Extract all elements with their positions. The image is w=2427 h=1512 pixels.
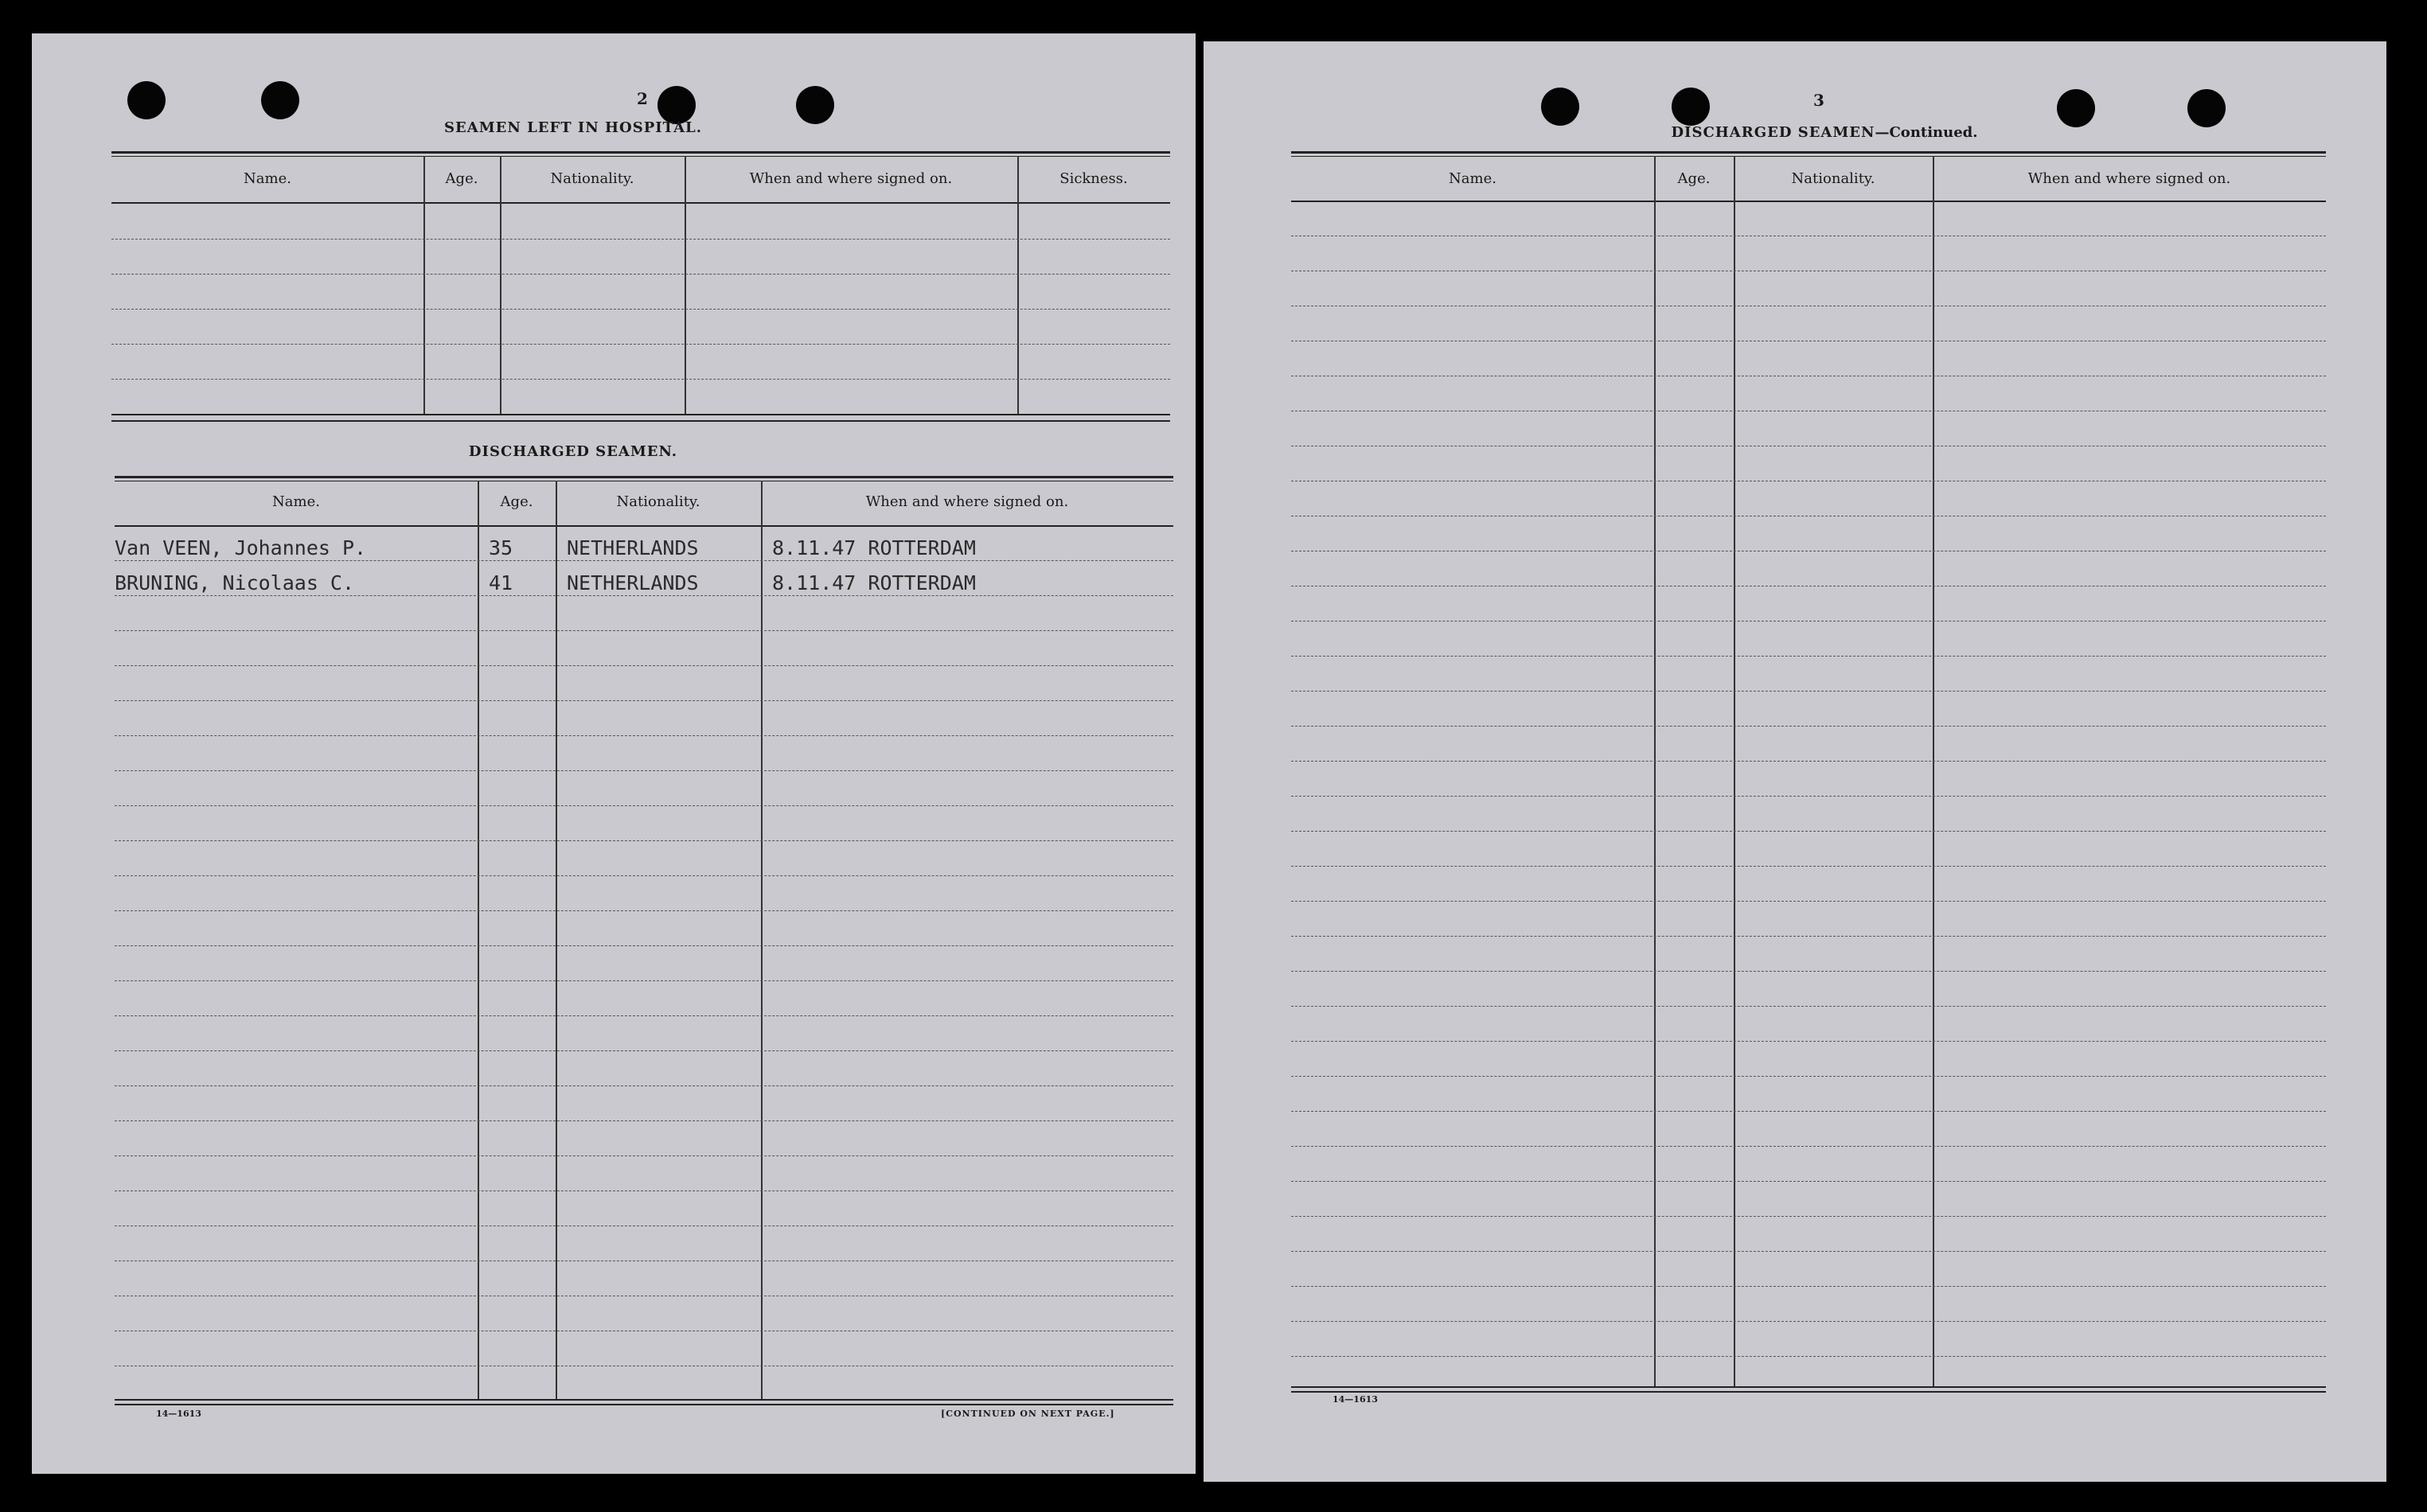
right-page <box>1204 41 2386 1482</box>
seaman-nationality: NETHERLANDS <box>567 571 699 594</box>
title-suffix: —Continued. <box>1875 124 1978 141</box>
punch-hole <box>261 81 299 119</box>
punch-hole <box>1672 88 1710 126</box>
hospital-section-title: SEAMEN LEFT IN HOSPITAL. <box>444 119 702 136</box>
discharged-section-title: DISCHARGED SEAMEN. <box>468 443 678 460</box>
seaman-name: Van VEEN, Johannes P. <box>115 536 367 559</box>
punch-hole <box>657 86 696 124</box>
header-age: Age. <box>445 170 478 187</box>
punch-hole <box>2057 89 2095 127</box>
continued-note: [CONTINUED ON NEXT PAGE.] <box>941 1409 1115 1419</box>
header-name: Name. <box>244 170 291 187</box>
header-signed-on: When and where signed on. <box>865 493 1069 510</box>
header-nationality: Nationality. <box>616 493 700 510</box>
seaman-signed-on: 8.11.47 ROTTERDAM <box>772 571 976 594</box>
left-page <box>32 33 1196 1474</box>
discharged-continued-table <box>1291 151 2326 1440</box>
title-main: DISCHARGED SEAMEN <box>1671 124 1875 141</box>
page-number: 2 <box>637 89 648 108</box>
seaman-nationality: NETHERLANDS <box>567 536 699 559</box>
header-signed-on: When and where signed on. <box>2027 170 2231 187</box>
form-code: 14—1613 <box>1333 1394 1378 1405</box>
punch-hole <box>1541 88 1579 126</box>
seaman-name: BRUNING, Nicolaas C. <box>115 571 355 594</box>
punch-hole <box>2187 89 2226 127</box>
hospital-table <box>111 151 1170 462</box>
punch-hole <box>127 81 166 119</box>
seaman-age: 35 <box>489 536 513 559</box>
header-age: Age. <box>500 493 533 510</box>
header-name: Name. <box>272 493 320 510</box>
header-signed-on: When and where signed on. <box>749 170 953 187</box>
header-name: Name. <box>1449 170 1496 187</box>
page-number: 3 <box>1813 91 1824 110</box>
seaman-age: 41 <box>489 571 513 594</box>
header-sickness: Sickness. <box>1059 170 1128 187</box>
discharged-table <box>115 476 1173 1447</box>
header-nationality: Nationality. <box>550 170 634 187</box>
punch-hole <box>796 86 834 124</box>
seaman-signed-on: 8.11.47 ROTTERDAM <box>772 536 976 559</box>
header-nationality: Nationality. <box>1791 170 1875 187</box>
form-code: 14—1613 <box>156 1409 201 1419</box>
discharged-continued-title <box>1586 124 2063 141</box>
header-age: Age. <box>1677 170 1711 187</box>
